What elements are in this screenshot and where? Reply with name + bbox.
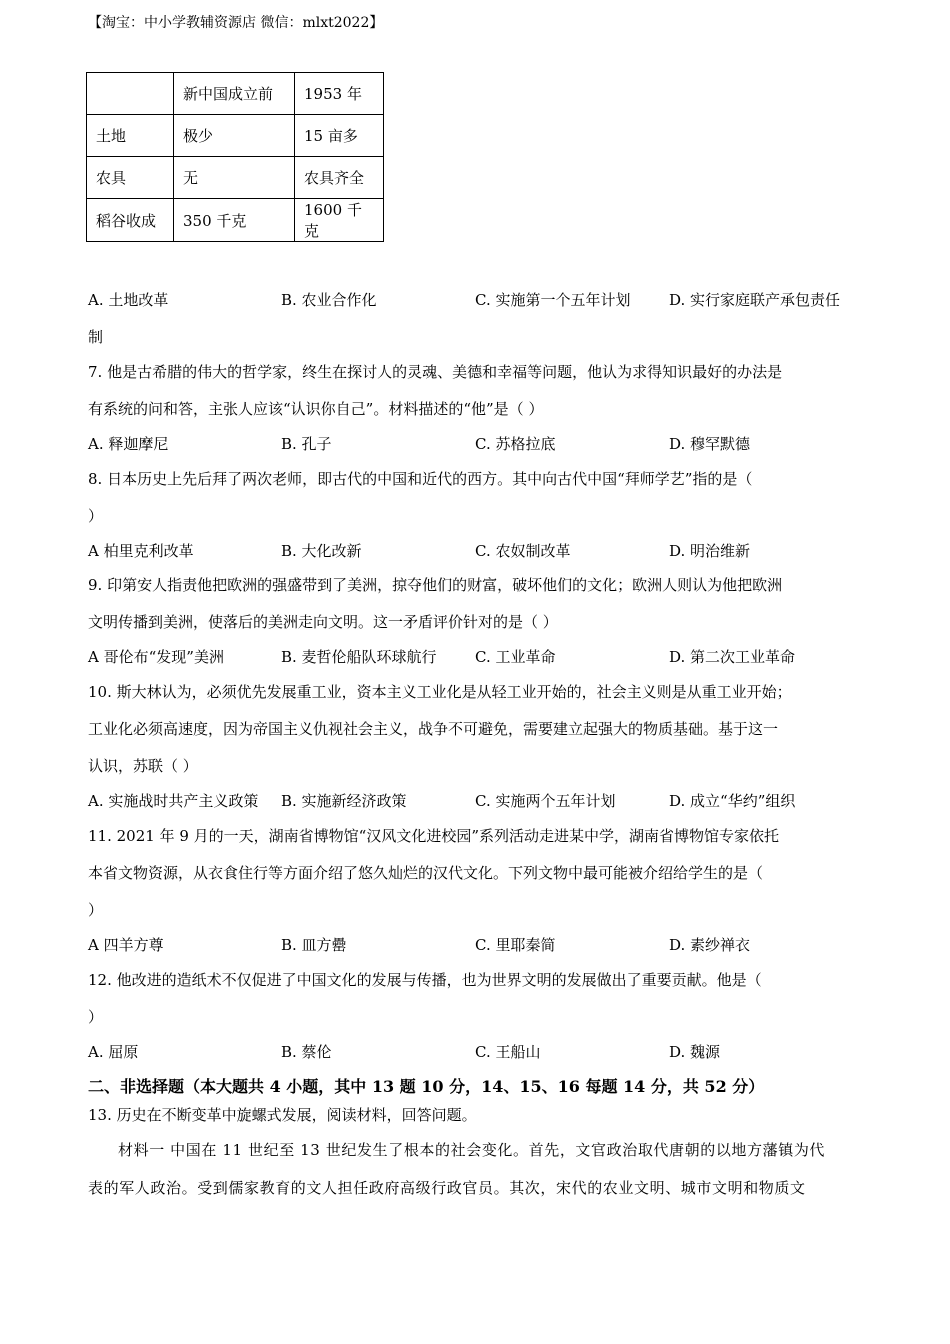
- q12-option-d[interactable]: D. 魏源: [669, 1043, 721, 1061]
- table-cell: 新中国成立前: [174, 73, 295, 115]
- table-row: [87, 157, 384, 199]
- q10-option-c[interactable]: C. 实施两个五年计划: [475, 792, 616, 810]
- q6-option-a[interactable]: A. 土地改革: [88, 291, 169, 309]
- q10-text-line: 10. 斯大林认为，必须优先发展重工业，资本主义工业化是从轻工业开始的，社会主义则是从重工业开始；: [88, 683, 792, 701]
- q11-text-line: 11. 2021 年 9 月的一天，湖南省博物馆“汉风文化进校园”系列活动走进某中学，湖南省博物馆专家依托: [88, 827, 779, 845]
- q12-option-b[interactable]: B. 蔡伦: [281, 1043, 332, 1061]
- table-cell: 1600 千克: [295, 199, 384, 242]
- q8-option-a[interactable]: A 柏里克利改革: [88, 542, 194, 560]
- table-cell: 极少: [174, 115, 295, 157]
- table-cell: [87, 73, 174, 115]
- q7-text-line: 有系统的问和答，主张人应该“认识你自己”。材料描述的“他”是（ ）: [88, 400, 544, 418]
- table-cell: 1953 年: [295, 73, 384, 115]
- q11-text-line: ）: [88, 901, 104, 919]
- q11-text-line: 本省文物资源，从衣食住行等方面介绍了悠久灿烂的汉代文化。下列文物中最可能被介绍给学生的是（: [88, 864, 764, 882]
- q9-option-d[interactable]: D. 第二次工业革命: [669, 648, 796, 666]
- page-header: 【淘宝：中小学教辅资源店 微信：mlxt2022】: [88, 15, 384, 31]
- q12-text-line: 12. 他改进的造纸术不仅促进了中国文化的发展与传播，也为世界文明的发展做出了重要贡献。他是（: [88, 971, 762, 989]
- q8-text-line: ）: [88, 507, 104, 525]
- q12-option-a[interactable]: A. 屈原: [88, 1043, 139, 1061]
- q6-option-d[interactable]: D. 实行家庭联产承包责任: [669, 291, 841, 309]
- q11-option-d[interactable]: D. 素纱禅衣: [669, 936, 751, 954]
- table-row: [87, 115, 384, 157]
- q7-option-d[interactable]: D. 穆罕默德: [669, 435, 751, 453]
- material-line: 材料一 中国在 11 世纪至 13 世纪发生了根本的社会变化。首先，文官政治取代唐朝的以地方藩镇为代: [118, 1141, 826, 1159]
- q6-option-c[interactable]: C. 实施第一个五年计划: [475, 291, 631, 309]
- q9-option-b[interactable]: B. 麦哲伦船队环球航行: [281, 648, 437, 666]
- q7-option-a[interactable]: A. 释迦摩尼: [88, 435, 169, 453]
- q11-option-a[interactable]: A 四羊方尊: [88, 936, 164, 954]
- q12-text-line: ）: [88, 1008, 104, 1026]
- q10-option-a[interactable]: A. 实施战时共产主义政策: [88, 792, 259, 810]
- q7-text-line: 7. 他是古希腊的伟大的哲学家，终生在探讨人的灵魂、美德和幸福等问题，他认为求得知识最好的办法是: [88, 363, 783, 381]
- table-row: [87, 199, 384, 242]
- section-heading: 二、非选择题（本大题共 4 小题，其中 13 题 10 分，14、15、16 每题 14 分，共 52 分）: [88, 1077, 765, 1096]
- q9-option-c[interactable]: C. 工业革命: [475, 648, 556, 666]
- table-cell: 土地: [87, 115, 174, 157]
- q11-option-c[interactable]: C. 里耶秦简: [475, 936, 556, 954]
- table-cell: 农具齐全: [295, 157, 384, 199]
- q12-option-c[interactable]: C. 王船山: [475, 1043, 541, 1061]
- q9-option-a[interactable]: A 哥伦布“发现”美洲: [88, 648, 224, 666]
- table-cell: 农具: [87, 157, 174, 199]
- q8-option-b[interactable]: B. 大化改新: [281, 542, 362, 560]
- table-cell: 无: [174, 157, 295, 199]
- q8-option-d[interactable]: D. 明治维新: [669, 542, 751, 560]
- table-cell: 稻谷收成: [87, 199, 174, 242]
- q13-stem: 13. 历史在不断变革中旋螺式发展，阅读材料，回答问题。: [88, 1106, 477, 1124]
- table-cell: 350 千克: [174, 199, 295, 242]
- q6-option-d-wrap: 制: [88, 328, 104, 346]
- q6-option-b[interactable]: B. 农业合作化: [281, 291, 377, 309]
- q7-option-b[interactable]: B. 孔子: [281, 435, 332, 453]
- q10-option-d[interactable]: D. 成立“华约”组织: [669, 792, 796, 810]
- q11-option-b[interactable]: B. 皿方罍: [281, 936, 347, 954]
- q10-text-line: 认识，苏联（ ）: [88, 757, 198, 775]
- q10-option-b[interactable]: B. 实施新经济政策: [281, 792, 407, 810]
- q9-text-line: 9. 印第安人指责他把欧洲的强盛带到了美洲，掠夺他们的财富，破坏他们的文化；欧洲人则认为他把欧洲: [88, 576, 783, 594]
- q10-text-line: 工业化必须高速度，因为帝国主义仇视社会主义，战争不可避免，需要建立起强大的物质基础。基于这一: [88, 720, 779, 738]
- material-line: 表的军人政治。受到儒家教育的文人担任政府高级行政官员。其次，宋代的农业文明、城市文明和物质文: [88, 1179, 806, 1197]
- q7-option-c[interactable]: C. 苏格拉底: [475, 435, 556, 453]
- comparison-table: [86, 72, 384, 242]
- q9-text-line: 文明传播到美洲，使落后的美洲走向文明。这一矛盾评价针对的是（ ）: [88, 613, 558, 631]
- table-cell: 15 亩多: [295, 115, 384, 157]
- q8-text-line: 8. 日本历史上先后拜了两次老师，即古代的中国和近代的西方。其中向古代中国“拜师学艺”指的是（: [88, 470, 753, 488]
- table-header-row: [87, 73, 384, 115]
- q8-option-c[interactable]: C. 农奴制改革: [475, 542, 571, 560]
